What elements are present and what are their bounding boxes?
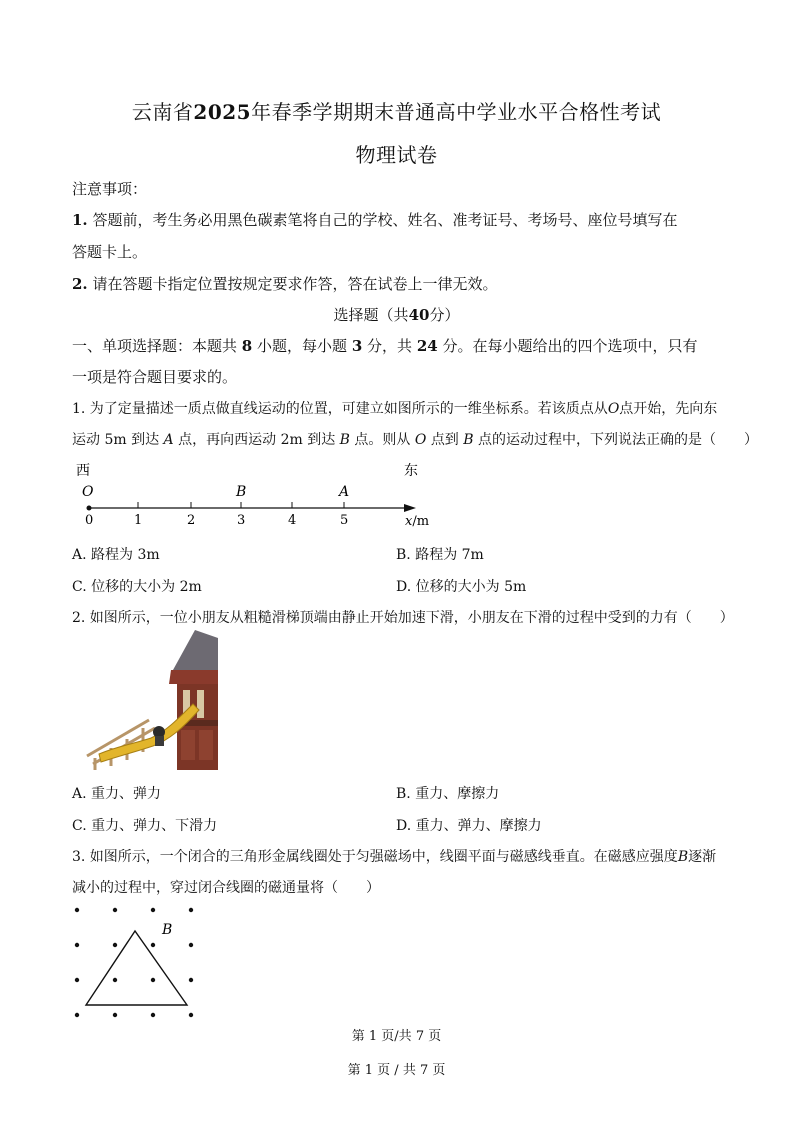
axis-arrow: [404, 504, 416, 512]
q3-stem-line2: 减小的过程中，穿过闭合线圈的磁通量将（ ）: [72, 880, 380, 896]
notice-item-1-cont: 答题卡上。: [72, 243, 148, 261]
section-title: 选择题（共40分）: [333, 306, 460, 324]
q1-option-c[interactable]: C. 位移的大小为 2m: [72, 579, 202, 595]
point-a-label: A: [339, 484, 350, 500]
origin-dot: [87, 506, 92, 511]
page-footer-outer: 第 1 页 / 共 7 页: [347, 1063, 446, 1078]
q2-slide-image: [73, 628, 218, 770]
triangle-coil: [86, 931, 187, 1005]
q2-stem: 2. 如图所示，一位小朋友从粗糙滑梯顶端由静止开始加速下滑，小朋友在下滑的过程中受到的力有（ ）: [72, 610, 734, 626]
q1-option-d[interactable]: D. 位移的大小为 5m: [396, 579, 527, 595]
point-o-label: O: [82, 484, 94, 500]
q1-stem-line2: 运动 5m 到达 A 点，再向西运动 2m 到达 B 点。则从 O 点到 B 点的运动过程中，下列说法正确的是（ ）: [72, 432, 759, 448]
q1-option-a[interactable]: A. 路程为 3m: [72, 547, 160, 563]
page-footer-inner: 第 1 页/共 7 页: [351, 1029, 442, 1044]
section-intro: 一、单项选择题：本题共 8 小题，每小题 3 分，共 24 分。在每小题给出的四个选项中，只有: [72, 337, 698, 355]
q2-option-d[interactable]: D. 重力、弹力、摩擦力: [396, 818, 542, 834]
point-b-label: B: [236, 484, 247, 500]
q1-option-b[interactable]: B. 路程为 7m: [396, 547, 484, 563]
exam-subtitle: 物理试卷: [355, 143, 438, 167]
q3-magnetic-field-figure: [70, 905, 205, 1020]
exam-title: 云南省2025年春季学期期末普通高中学业水平合格性考试: [131, 100, 662, 124]
field-dots: [75, 908, 193, 1017]
q1-stem-line1: 1. 为了定量描述一质点做直线运动的位置，可建立如图所示的一维坐标系。若该质点从O点开始，先向东: [72, 401, 718, 417]
notice-item-1: 1. 答题前，考生务必用黑色碳素笔将自己的学校、姓名、准考证号、考场号、座位号填写在: [72, 211, 678, 229]
q2-option-b[interactable]: B. 重力、摩擦力: [396, 786, 500, 802]
axis-ticks: [138, 502, 344, 508]
tick-label-2: 2: [187, 513, 196, 528]
tick-label-1: 1: [134, 513, 143, 528]
notice-heading: 注意事项：: [72, 180, 148, 198]
q2-option-a[interactable]: A. 重力、弹力: [72, 786, 162, 802]
q2-option-c[interactable]: C. 重力、弹力、下滑力: [72, 818, 218, 834]
q1-number-line-figure: [70, 458, 450, 538]
q3-stem-line1: 3. 如图所示，一个闭合的三角形金属线圈处于匀强磁场中，线圈平面与磁感线垂直。在磁感应强度B逐渐: [72, 849, 717, 865]
tick-label-3: 3: [237, 513, 246, 528]
tick-label-4: 4: [288, 513, 297, 528]
east-label: 东: [404, 463, 418, 479]
tick-label-0: 0: [85, 513, 94, 528]
west-label: 西: [76, 463, 90, 479]
field-label-b: B: [162, 922, 173, 938]
notice-item-2: 2. 请在答题卡指定位置按规定要求作答，答在试卷上一律无效。: [72, 275, 498, 293]
axis-label: x/m: [405, 514, 430, 529]
section-intro-cont: 一项是符合题目要求的。: [72, 368, 238, 386]
tick-label-5: 5: [340, 513, 349, 528]
